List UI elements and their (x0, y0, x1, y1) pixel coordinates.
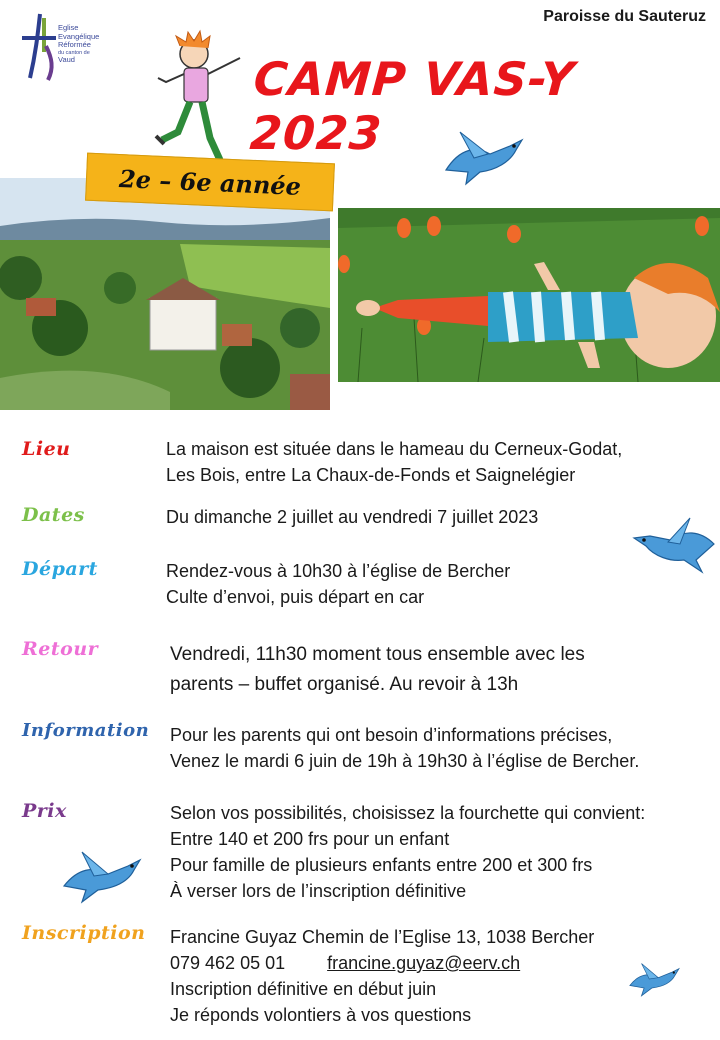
logo-line: Vaud (58, 54, 75, 64)
information-text (170, 722, 639, 774)
text-line: Pour famille de plusieurs enfants entre 200 et 300 frs (170, 855, 593, 875)
text-line: Culte d’envoi, puis départ en car (166, 587, 425, 607)
text-line: Entre 140 et 200 frs pour un enfant (170, 829, 450, 849)
dates-text (166, 504, 538, 530)
text-line: Je réponds volontiers à vos questions (170, 1005, 472, 1025)
text-line: parents – buffet organisé. Au revoir à 13h (170, 674, 519, 695)
phone-number: 079 462 05 01 (170, 953, 286, 973)
prix-text (170, 800, 645, 904)
contact-line (170, 950, 594, 976)
camp-house-photo (0, 178, 330, 410)
label-lieu: Lieu (22, 438, 71, 460)
text-line: Francine Guyaz Chemin de l’Eglise 13, 1038 Bercher (170, 927, 595, 947)
label-inscription: Inscription (22, 922, 146, 944)
grade-badge: 2e – 6e année (85, 153, 335, 212)
logo-line: Evangélique (58, 31, 100, 41)
inscription-text (170, 924, 594, 1028)
depart-text (166, 558, 510, 610)
text-line: Venez le mardi 6 juin de 19h à 19h30 à l’église de Bercher. (170, 751, 640, 771)
logo-text (58, 24, 99, 64)
text-line: Pour les parents qui ont besoin d’informations précises, (170, 725, 613, 745)
lieu-text (166, 436, 622, 488)
text-line: Les Bois, entre La Chaux-de-Fonds et Saignelégier (166, 465, 576, 485)
parish-name: Paroisse du Sauteruz (543, 8, 706, 25)
retour-text (170, 640, 585, 700)
email-link[interactable]: francine.guyaz@eerv.ch (327, 953, 521, 973)
text-line: À verser lors de l’inscription définitive (170, 881, 467, 901)
label-dates: Dates (22, 504, 85, 526)
bird-icon (624, 516, 720, 576)
text-line: Selon vos possibilités, choisissez la fourchette qui convient: (170, 803, 646, 823)
logo-line: Réformée (58, 40, 91, 49)
logo-line: du canton de (58, 49, 90, 56)
running-child-illustration (148, 28, 248, 168)
text-line: Du dimanche 2 juillet au vendredi 7 juillet 2023 (166, 507, 539, 527)
bird-icon (440, 128, 536, 188)
text-line: Inscription définitive en début juin (170, 979, 437, 999)
bird-icon (58, 846, 154, 906)
label-depart: Départ (22, 558, 98, 580)
child-lying-in-grass-illustration (338, 208, 720, 382)
label-retour: Retour (22, 638, 99, 660)
logo-line: Eglise (58, 23, 79, 32)
label-information: Information (22, 720, 150, 741)
page-title: CAMP VAS-Y 2023 (248, 52, 577, 160)
text-line: Vendredi, 11h30 moment tous ensemble avec les (170, 644, 585, 665)
label-prix: Prix (22, 800, 67, 822)
bird-icon (626, 958, 688, 1000)
text-line: La maison est située dans le hameau du Cerneux-Godat, (166, 439, 623, 459)
text-line: Rendez-vous à 10h30 à l’église de Bercher (166, 561, 511, 581)
